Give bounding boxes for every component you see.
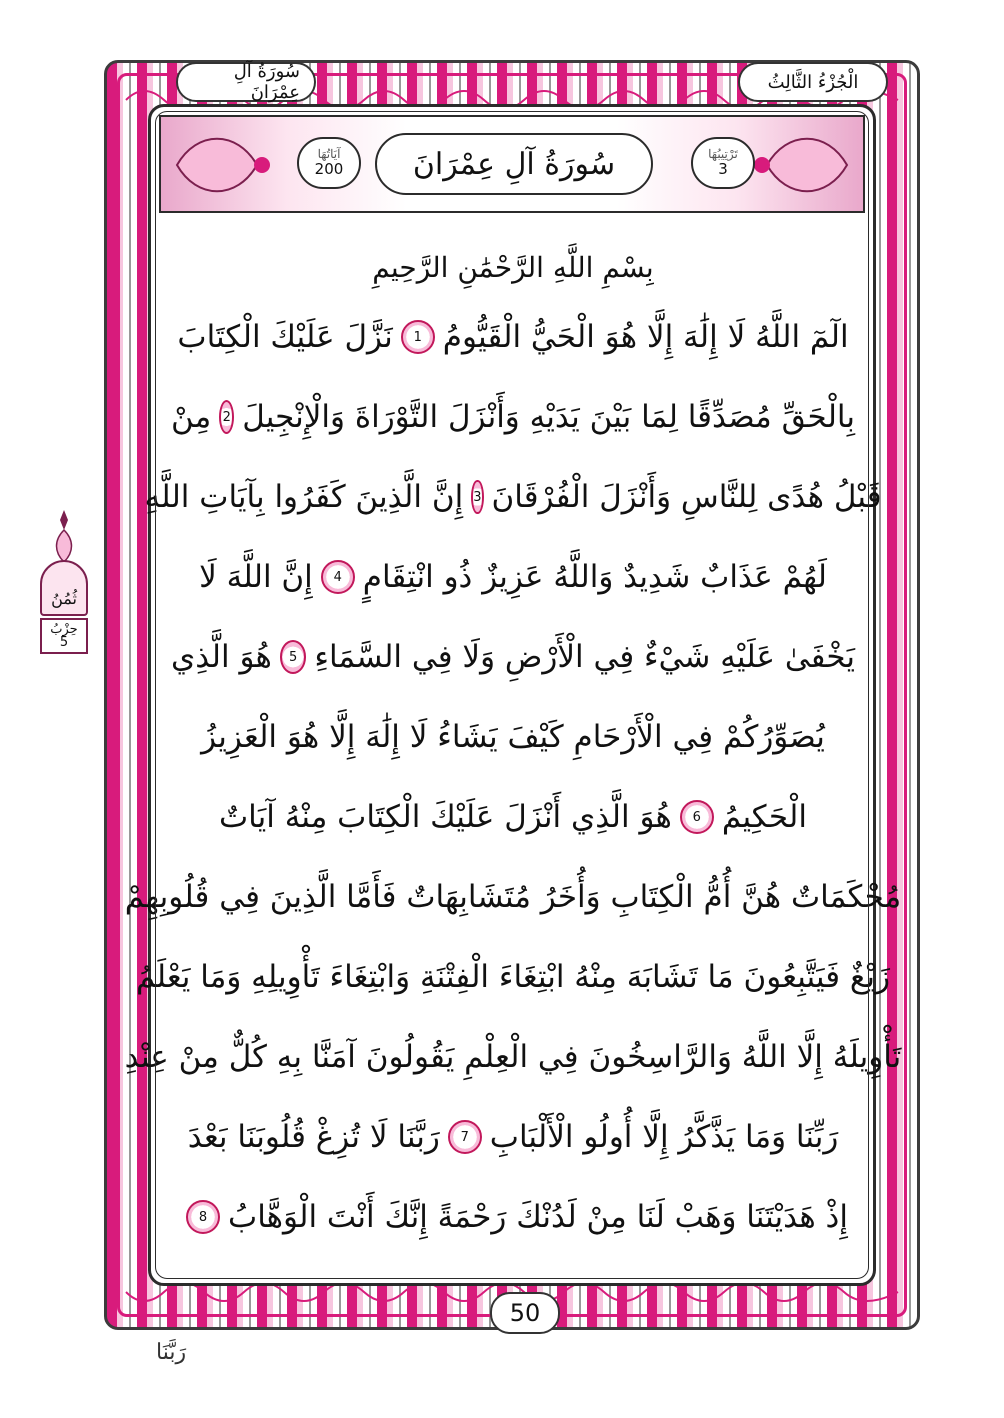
finial-icon xyxy=(54,510,74,562)
text-line: إِذْ هَدَيْتَنَا وَهَبْ لَنَا مِنْ لَدُنْكَ رَحْمَةً إِنَّكَ أَنْتَ الْوَهَّابُ 8 xyxy=(171,1177,855,1257)
ayah-number-marker: 6 xyxy=(680,800,714,834)
text-line: لَهُمْ عَذَابٌ شَدِيدٌ وَاللَّهُ عَزِيزٌ ذُو انْتِقَامٍ 4 إِنَّ اللَّهَ لَا xyxy=(199,559,827,595)
ayah-number-marker: 5 xyxy=(280,640,307,674)
text-line: الْحَكِيمُ 6 هُوَ الَّذِي أَنْزَلَ عَلَيْكَ الْكِتَابَ مِنْهُ آيَاتٌ xyxy=(219,799,807,835)
ayat-label: آيَاتُهَا xyxy=(317,147,341,162)
hizb-fraction: ثُمُنُ xyxy=(40,560,88,616)
juz-label: الْجُزْءُ الثَّالِثُ xyxy=(738,62,888,102)
surah-order-medallion xyxy=(691,137,755,189)
surah-header-banner xyxy=(159,115,865,213)
ayah-number-marker: 7 xyxy=(448,1120,482,1154)
text-line: رَبِّنَا وَمَا يَذَّكَّرُ إِلَّا أُولُو الْأَلْبَابِ 7 رَبَّنَا لَا تُزِغْ قُلُوبَنَا بَعْدَ xyxy=(187,1119,839,1155)
catchword: رَبَّنَا xyxy=(156,1340,187,1365)
ayah-number-marker: 2 xyxy=(219,400,234,434)
text-line: يُصَوِّرُكُمْ فِي الْأَرْحَامِ كَيْفَ يَشَاءُ لَا إِلَٰهَ إِلَّا هُوَ الْعَزِيزُ xyxy=(201,719,825,755)
text-line: الٓمٓ اللَّهُ لَا إِلَٰهَ إِلَّا هُوَ الْحَيُّ الْقَيُّومُ 1 نَزَّلَ عَلَيْكَ الْكِتَابَ xyxy=(177,319,849,355)
page-content-area xyxy=(124,104,902,1286)
ayah-number-marker: 8 xyxy=(186,1200,220,1234)
hizb-box xyxy=(40,618,88,654)
text-line: يَخْفَىٰ عَلَيْهِ شَيْءٌ فِي الْأَرْضِ وَلَا فِي السَّمَاءِ 5 هُوَ الَّذِي xyxy=(171,639,855,675)
quran-text xyxy=(124,237,902,1257)
text-line: تَأْوِيلَهُ إِلَّا اللَّهُ وَالرَّاسِخُونَ فِي الْعِلْمِ يَقُولُونَ آمَنَّا بِهِ كُلٌّ مِنْ عِنْدِ xyxy=(124,1039,902,1075)
arabesque-left-icon xyxy=(167,125,287,205)
page-number: 50 xyxy=(490,1292,560,1334)
arabesque-right-icon xyxy=(737,125,857,205)
text-line: بِالْحَقِّ مُصَدِّقًا لِمَا بَيْنَ يَدَيْهِ وَأَنْزَلَ التَّوْرَاةَ وَالْإِنْجِيلَ 2 مِنْ xyxy=(171,399,855,435)
order-number: 3 xyxy=(718,160,728,179)
text-line: زَيْغٌ فَيَتَّبِعُونَ مَا تَشَابَهَ مِنْهُ ابْتِغَاءَ الْفِتْنَةِ وَابْتِغَاءَ تَأْوِيلِهِ وَمَا يَعْلَمُ xyxy=(135,959,891,995)
basmala: بِسْمِ اللَّهِ الرَّحْمَٰنِ الرَّحِيمِ xyxy=(372,250,654,284)
text-line: قَبْلُ هُدًى لِلنَّاسِ وَأَنْزَلَ الْفُرْقَانَ 3 إِنَّ الَّذِينَ كَفَرُوا بِآيَاتِ اللَّهِ xyxy=(144,479,882,515)
ayah-number-marker: 1 xyxy=(401,320,435,354)
text-line: مُحْكَمَاتٌ هُنَّ أُمُّ الْكِتَابِ وَأُخَرُ مُتَشَابِهَاتٌ فَأَمَّا الَّذِينَ فِي قُلُوبِهِمْ xyxy=(124,879,902,915)
ayat-count-medallion xyxy=(297,137,361,189)
hizb-marker xyxy=(36,510,92,652)
order-label: تَرْتِيبُهَا xyxy=(708,147,738,162)
ayah-number-marker: 4 xyxy=(321,560,355,594)
surah-running-header: سُورَةُ آلِ عِمْرَانَ xyxy=(176,62,316,102)
hizb-number: 5 xyxy=(59,635,69,650)
surah-title: سُورَةُ آلِ عِمْرَانَ xyxy=(375,133,653,195)
ayat-count: 200 xyxy=(314,160,344,179)
hizb-word: حِزْبُ xyxy=(50,622,78,637)
ayah-number-marker: 3 xyxy=(471,480,483,514)
